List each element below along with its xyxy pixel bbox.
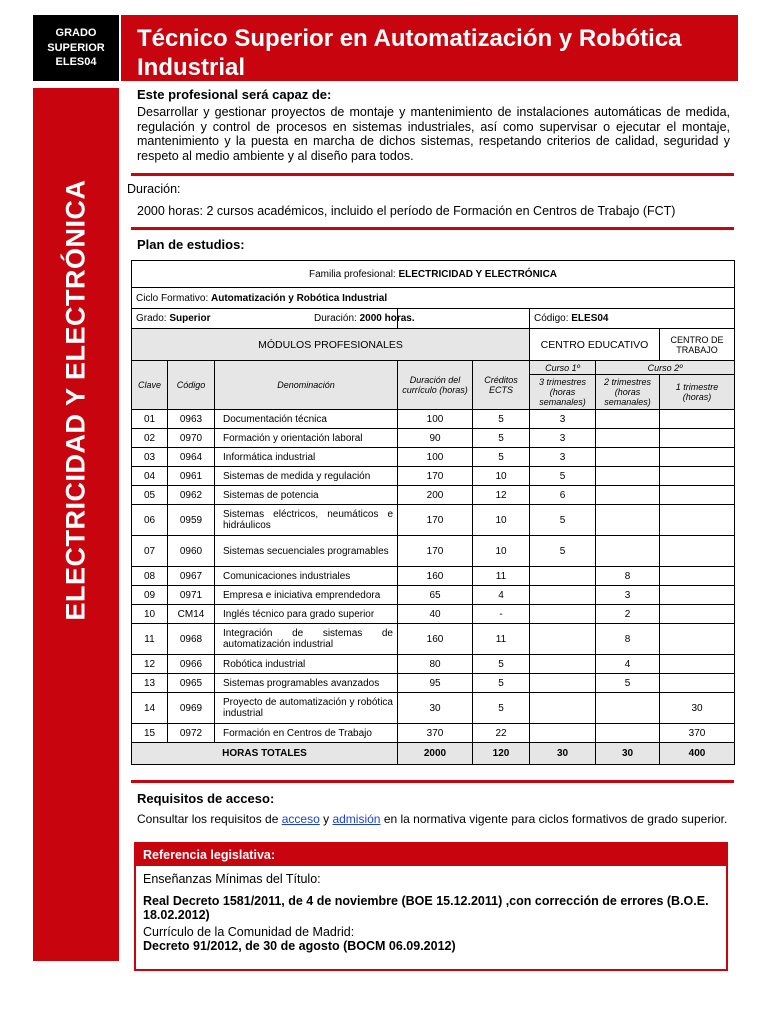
cell-clave: 03	[132, 448, 168, 467]
modules-header: MÓDULOS PROFESIONALES	[132, 329, 530, 361]
cell-nombre: Comunicaciones industriales	[215, 567, 398, 586]
cell-clave: 11	[132, 624, 168, 655]
grade-label: Grado:	[136, 313, 170, 324]
totals-horas: 2000	[398, 743, 473, 765]
cell-clave: 05	[132, 486, 168, 505]
badge-line-1: GRADO	[55, 27, 97, 40]
code-label: Código:	[534, 313, 572, 324]
cell-c3	[660, 605, 735, 624]
cell-c1: 3	[530, 410, 596, 429]
cell-c2	[596, 429, 660, 448]
table-row	[132, 605, 735, 624]
cell-horas: 90	[398, 429, 473, 448]
cell-ects: 22	[473, 724, 530, 743]
cell-ects: -	[473, 605, 530, 624]
cell-codigo: 0961	[168, 467, 215, 486]
cell-clave: 13	[132, 674, 168, 693]
cell-nombre: Sistemas programables avanzados	[215, 674, 398, 693]
reference-line-1: Enseñanzas Mínimas del Título:	[143, 872, 321, 886]
cell-codigo: 0970	[168, 429, 215, 448]
cell-nombre: Integración de sistemas de automatización industrial	[215, 624, 398, 655]
cell-c2	[596, 448, 660, 467]
col-c1-sub: (horas semanales)	[539, 387, 586, 407]
cell-c3	[660, 536, 735, 567]
cell-nombre: Inglés técnico para grado superior	[215, 605, 398, 624]
cell-c3	[660, 486, 735, 505]
title-banner	[121, 15, 738, 81]
cell-ects: 5	[473, 655, 530, 674]
cell-c3	[660, 429, 735, 448]
cell-codigo: 0969	[168, 693, 215, 724]
admision-link[interactable]: admisión	[332, 812, 381, 826]
curso-1-header: Curso 1º	[530, 361, 596, 375]
cell-c3	[660, 567, 735, 586]
col-creditos: Créditos ECTS	[473, 361, 530, 410]
access-text-mid: y	[319, 812, 333, 826]
plan-table-wrapper	[131, 260, 735, 765]
cell-c1	[530, 724, 596, 743]
cell-clave: 14	[132, 693, 168, 724]
totals-ects: 120	[473, 743, 530, 765]
duration-inline	[314, 313, 415, 324]
cell-nombre: Sistemas de medida y regulación	[215, 467, 398, 486]
cell-c2	[596, 486, 660, 505]
table-row	[132, 624, 735, 655]
cell-horas: 170	[398, 467, 473, 486]
sidebar-label: ELECTRICIDAD Y ELECTRÓNICA	[60, 179, 91, 621]
cell-nombre: Informática industrial	[215, 448, 398, 467]
curso-2-header: Curso 2º	[596, 361, 735, 375]
sidebar-band	[33, 88, 119, 961]
cell-clave: 06	[132, 505, 168, 536]
cell-c2	[596, 693, 660, 724]
cell-ects: 10	[473, 536, 530, 567]
table-row	[132, 693, 735, 724]
cell-c3	[660, 674, 735, 693]
cell-horas: 160	[398, 624, 473, 655]
centro-trabajo-header: CENTRO DE TRABAJO	[660, 329, 735, 361]
cell-c2: 8	[596, 567, 660, 586]
cycle-value: Automatización y Robótica Industrial	[211, 292, 388, 304]
cell-codigo: 0959	[168, 505, 215, 536]
table-row	[132, 429, 735, 448]
cell-c1: 5	[530, 467, 596, 486]
cell-codigo: 0964	[168, 448, 215, 467]
cell-horas: 80	[398, 655, 473, 674]
duration-cell	[398, 309, 530, 329]
cell-c2	[596, 724, 660, 743]
cell-ects: 11	[473, 624, 530, 655]
cell-c3	[660, 624, 735, 655]
cell-nombre: Formación y orientación laboral	[215, 429, 398, 448]
cell-clave: 12	[132, 655, 168, 674]
cell-horas: 370	[398, 724, 473, 743]
cell-ects: 5	[473, 693, 530, 724]
cell-ects: 10	[473, 467, 530, 486]
cell-c2	[596, 536, 660, 567]
table-row	[132, 655, 735, 674]
cell-c3	[660, 467, 735, 486]
cell-clave: 02	[132, 429, 168, 448]
reference-heading: Referencia legislativa:	[136, 844, 726, 866]
col-c1-label: 3 trimestres	[538, 377, 586, 387]
duration-label: Duración:	[127, 182, 181, 196]
table-row	[132, 674, 735, 693]
table-row	[132, 467, 735, 486]
access-text-before: Consultar los requisitos de	[137, 812, 282, 826]
profile-heading: Este profesional será capaz de:	[137, 87, 332, 102]
table-row	[132, 505, 735, 536]
cycle-row	[132, 288, 735, 309]
cell-nombre: Formación en Centros de Trabajo	[215, 724, 398, 743]
totals-label: HORAS TOTALES	[132, 743, 398, 765]
cell-ects: 5	[473, 429, 530, 448]
cell-c3	[660, 505, 735, 536]
cell-horas: 30	[398, 693, 473, 724]
cell-clave: 10	[132, 605, 168, 624]
page-title: Técnico Superior en Automatización y Robótica Industrial	[137, 25, 682, 81]
cell-horas: 200	[398, 486, 473, 505]
cell-codigo: 0972	[168, 724, 215, 743]
table-row	[132, 536, 735, 567]
col-codigo: Código	[168, 361, 215, 410]
col-c2	[596, 375, 660, 410]
cell-horas: 100	[398, 448, 473, 467]
grade-value: Superior	[169, 313, 211, 324]
cell-c1: 5	[530, 536, 596, 567]
cell-ects: 12	[473, 486, 530, 505]
family-row	[132, 261, 735, 288]
divider	[131, 227, 734, 230]
cell-c2	[596, 467, 660, 486]
cell-c2: 2	[596, 605, 660, 624]
cell-ects: 4	[473, 586, 530, 605]
duration-text: 2000 horas: 2 cursos académicos, incluido el período de Formación en Centros de Trabajo (FCT)	[137, 204, 676, 218]
cell-c1	[530, 567, 596, 586]
cell-c2: 3	[596, 586, 660, 605]
access-text	[137, 812, 727, 826]
access-text-after: en la normativa vigente para ciclos formativos de grado superior.	[380, 812, 728, 826]
cell-clave: 15	[132, 724, 168, 743]
cell-codigo: 0963	[168, 410, 215, 429]
dur-value: 2000 horas.	[359, 313, 415, 324]
reference-box	[134, 842, 728, 971]
cell-c1	[530, 655, 596, 674]
plan-rows	[132, 410, 735, 743]
table-row	[132, 448, 735, 467]
cell-nombre: Sistemas de potencia	[215, 486, 398, 505]
cell-ects: 5	[473, 448, 530, 467]
cell-c1: 3	[530, 448, 596, 467]
cell-horas: 40	[398, 605, 473, 624]
cell-nombre: Documentación técnica	[215, 410, 398, 429]
totals-c3: 400	[660, 743, 735, 765]
table-row	[132, 586, 735, 605]
cell-c2	[596, 410, 660, 429]
table-row	[132, 410, 735, 429]
cell-codigo: 0960	[168, 536, 215, 567]
cell-ects: 11	[473, 567, 530, 586]
cell-codigo: 0965	[168, 674, 215, 693]
reference-line-4: Decreto 91/2012, de 30 de agosto (BOCM 06.09.2012)	[143, 939, 456, 953]
code-cell	[530, 309, 735, 329]
cell-clave: 04	[132, 467, 168, 486]
cell-codigo: 0967	[168, 567, 215, 586]
cell-nombre: Empresa e iniciativa emprendedora	[215, 586, 398, 605]
col-clave: Clave	[132, 361, 168, 410]
plan-table	[131, 260, 735, 765]
cell-c1	[530, 674, 596, 693]
table-row	[132, 724, 735, 743]
cell-c3	[660, 410, 735, 429]
family-value: ELECTRICIDAD Y ELECTRÓNICA	[398, 268, 558, 280]
cell-c1: 3	[530, 429, 596, 448]
cell-codigo: 0966	[168, 655, 215, 674]
cell-clave: 07	[132, 536, 168, 567]
dur-label: Duración:	[314, 313, 360, 324]
cell-nombre: Sistemas eléctricos, neumáticos e hidráulicos	[215, 505, 398, 536]
cell-clave: 01	[132, 410, 168, 429]
cell-c2	[596, 505, 660, 536]
cell-c1: 5	[530, 505, 596, 536]
cell-clave: 08	[132, 567, 168, 586]
cell-c2: 8	[596, 624, 660, 655]
reference-line-3: Currículo de la Comunidad de Madrid:	[143, 925, 355, 939]
cell-codigo: CM14	[168, 605, 215, 624]
grade-cell	[132, 309, 415, 329]
divider	[131, 173, 734, 176]
col-c2-label: 2 trimestres	[603, 377, 651, 387]
cell-c3	[660, 655, 735, 674]
cell-c3: 30	[660, 693, 735, 724]
col-c2-sub: (horas semanales)	[604, 387, 651, 407]
totals-c2: 30	[596, 743, 660, 765]
cell-horas: 170	[398, 505, 473, 536]
cell-c2: 5	[596, 674, 660, 693]
badge-line-2: SUPERIOR	[47, 41, 105, 54]
cell-c1: 6	[530, 486, 596, 505]
cell-horas: 100	[398, 410, 473, 429]
cell-clave: 09	[132, 586, 168, 605]
cell-nombre: Sistemas secuenciales programables	[215, 536, 398, 567]
code-value: ELES04	[571, 313, 609, 324]
col-c3: 1 trimestre (horas)	[660, 375, 735, 410]
plan-heading: Plan de estudios:	[137, 237, 245, 252]
access-heading: Requisitos de acceso:	[137, 791, 275, 806]
cell-c3	[660, 586, 735, 605]
cell-horas: 170	[398, 536, 473, 567]
cell-ects: 10	[473, 505, 530, 536]
cell-c2: 4	[596, 655, 660, 674]
grade-badge	[33, 15, 119, 81]
reference-line-2: Real Decreto 1581/2011, de 4 de noviembre (BOE 15.12.2011) ,con corrección de errores (B.O.E. 18.02.2012)	[143, 894, 709, 922]
cell-c3: 370	[660, 724, 735, 743]
col-denominacion: Denominación	[215, 361, 398, 410]
col-c1	[530, 375, 596, 410]
cell-nombre: Robótica industrial	[215, 655, 398, 674]
cell-ects: 5	[473, 410, 530, 429]
cell-c1	[530, 693, 596, 724]
cell-horas: 95	[398, 674, 473, 693]
cell-c1	[530, 605, 596, 624]
acceso-link[interactable]: acceso	[281, 812, 320, 826]
cell-c3	[660, 448, 735, 467]
table-row	[132, 567, 735, 586]
badge-line-3: ELES04	[55, 56, 97, 69]
profile-text: Desarrollar y gestionar proyectos de montaje y mantenimiento de instalaciones automáticas de medida, regulación y control de procesos en sistemas industriales, así como supervisar o ejecutar el montaje, mantenimiento y la puesta en marcha de dichos sistemas, respetando criterios de calidad, seguridad y respeto al medio ambiente y al diseño para todos.	[137, 105, 730, 163]
cell-ects: 5	[473, 674, 530, 693]
cell-nombre: Proyecto de automatización y robótica industrial	[215, 693, 398, 724]
cell-horas: 65	[398, 586, 473, 605]
cell-codigo: 0971	[168, 586, 215, 605]
totals-c1: 30	[530, 743, 596, 765]
cell-c1	[530, 624, 596, 655]
family-label: Familia profesional:	[309, 268, 399, 280]
centro-educativo-header: CENTRO EDUCATIVO	[530, 329, 660, 361]
cell-c1	[530, 586, 596, 605]
cycle-label: Ciclo Formativo:	[136, 292, 212, 304]
cell-horas: 160	[398, 567, 473, 586]
table-row	[132, 486, 735, 505]
cell-codigo: 0968	[168, 624, 215, 655]
cell-codigo: 0962	[168, 486, 215, 505]
divider	[131, 780, 734, 783]
col-duracion: Duración del currículo (horas)	[398, 361, 473, 410]
